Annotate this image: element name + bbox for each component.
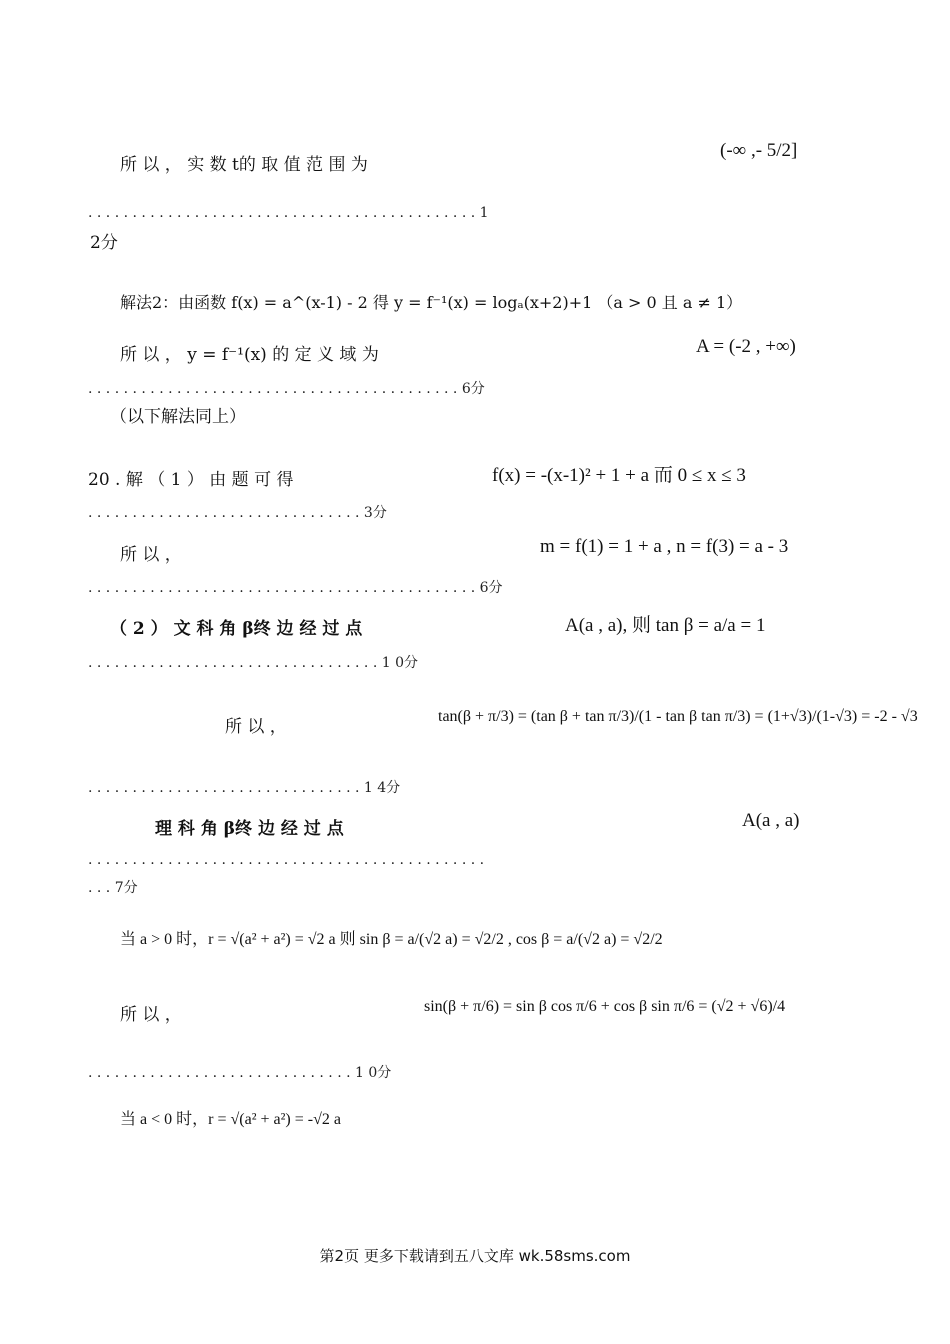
case-a-negative: 当 a < 0 时，r = √(a² + a²) = -√2 a	[120, 1111, 341, 1128]
arts-section-math: A(a , a), 则 tan β = a/a = 1	[565, 615, 766, 636]
arts-section-label: （ 2 ） 文 科 角 β终 边 经 过 点	[110, 619, 363, 639]
mn-statement-label: 所 以 ，	[120, 545, 182, 565]
problem-20-math: f(x) = -(x-1)² + 1 + a 而 0 ≤ x ≤ 3	[492, 465, 746, 486]
page-footer: 第2页 更多下载请到五八文库 wk.58sms.com	[319, 1247, 631, 1265]
score-label: 2分	[90, 233, 118, 253]
range-statement-math: (-∞ ,- 5/2]	[720, 140, 798, 161]
tan-statement-label: 所 以 ，	[225, 717, 287, 737]
score-leader-dots: . . . . . . . . . . . . . . . . . . . . . . . . . . . . . . . . . . . . . . . . . . 6分	[88, 381, 485, 397]
sin-statement-label: 所 以 ，	[120, 1005, 182, 1025]
score-leader-dots: . . . . . . . . . . . . . . . . . . . . . . . . . . . . . . . . . 1 0分	[88, 655, 418, 671]
case-a-positive: 当 a > 0 时，r = √(a² + a²) = √2 a 则 sin β = a/(√2 a) = √2/2 , cos β = a/(√2 a) = √2/2	[120, 931, 663, 948]
score-leader-dots: . . . 7分	[88, 880, 138, 896]
domain-statement-math: A = (-2 , +∞)	[696, 336, 796, 357]
mn-statement-math: m = f(1) = 1 + a , n = f(3) = a - 3	[540, 536, 789, 557]
tan-statement-math: tan(β + π/3) = (tan β + tan π/3)/(1 - tan β tan π/3) = (1+√3)/(1-√3) = -2 - √3	[438, 708, 918, 725]
score-leader-dots: . . . . . . . . . . . . . . . . . . . . . . . . . . . . . . . . . . . . . . . . . . . . 1	[88, 205, 489, 221]
method-2-statement: 解法2：由函数 f(x) = a^(x-1) - 2 得 y = f⁻¹(x) = logₐ(x+2)+1 （a > 0 且 a ≠ 1）	[120, 293, 743, 312]
score-leader-dots: . . . . . . . . . . . . . . . . . . . . . . . . . . . . . . . . . . . . . . . . . . . . .	[88, 852, 485, 868]
note-text: （以下解法同上）	[110, 407, 246, 427]
score-leader-dots: . . . . . . . . . . . . . . . . . . . . . . . . . . . . . . . 1 4分	[88, 780, 401, 796]
science-section-math: A(a , a)	[742, 810, 800, 831]
range-statement-label: 所 以 ， 实 数 t的 取 值 范 围 为	[120, 155, 368, 175]
domain-statement-label: 所 以 ， y = f⁻¹(x) 的 定 义 域 为	[120, 345, 379, 365]
science-section-label: 理 科 角 β终 边 经 过 点	[155, 819, 344, 839]
sin-statement-math: sin(β + π/6) = sin β cos π/6 + cos β sin π/6 = (√2 + √6)/4	[424, 998, 786, 1015]
score-leader-dots: . . . . . . . . . . . . . . . . . . . . . . . . . . . . . . 1 0分	[88, 1065, 392, 1081]
score-leader-dots: . . . . . . . . . . . . . . . . . . . . . . . . . . . . . . . 3分	[88, 505, 387, 521]
problem-20-label: 20 . 解 （ 1 ） 由 题 可 得	[88, 470, 294, 490]
score-leader-dots: . . . . . . . . . . . . . . . . . . . . . . . . . . . . . . . . . . . . . . . . . . . . 6分	[88, 580, 503, 596]
